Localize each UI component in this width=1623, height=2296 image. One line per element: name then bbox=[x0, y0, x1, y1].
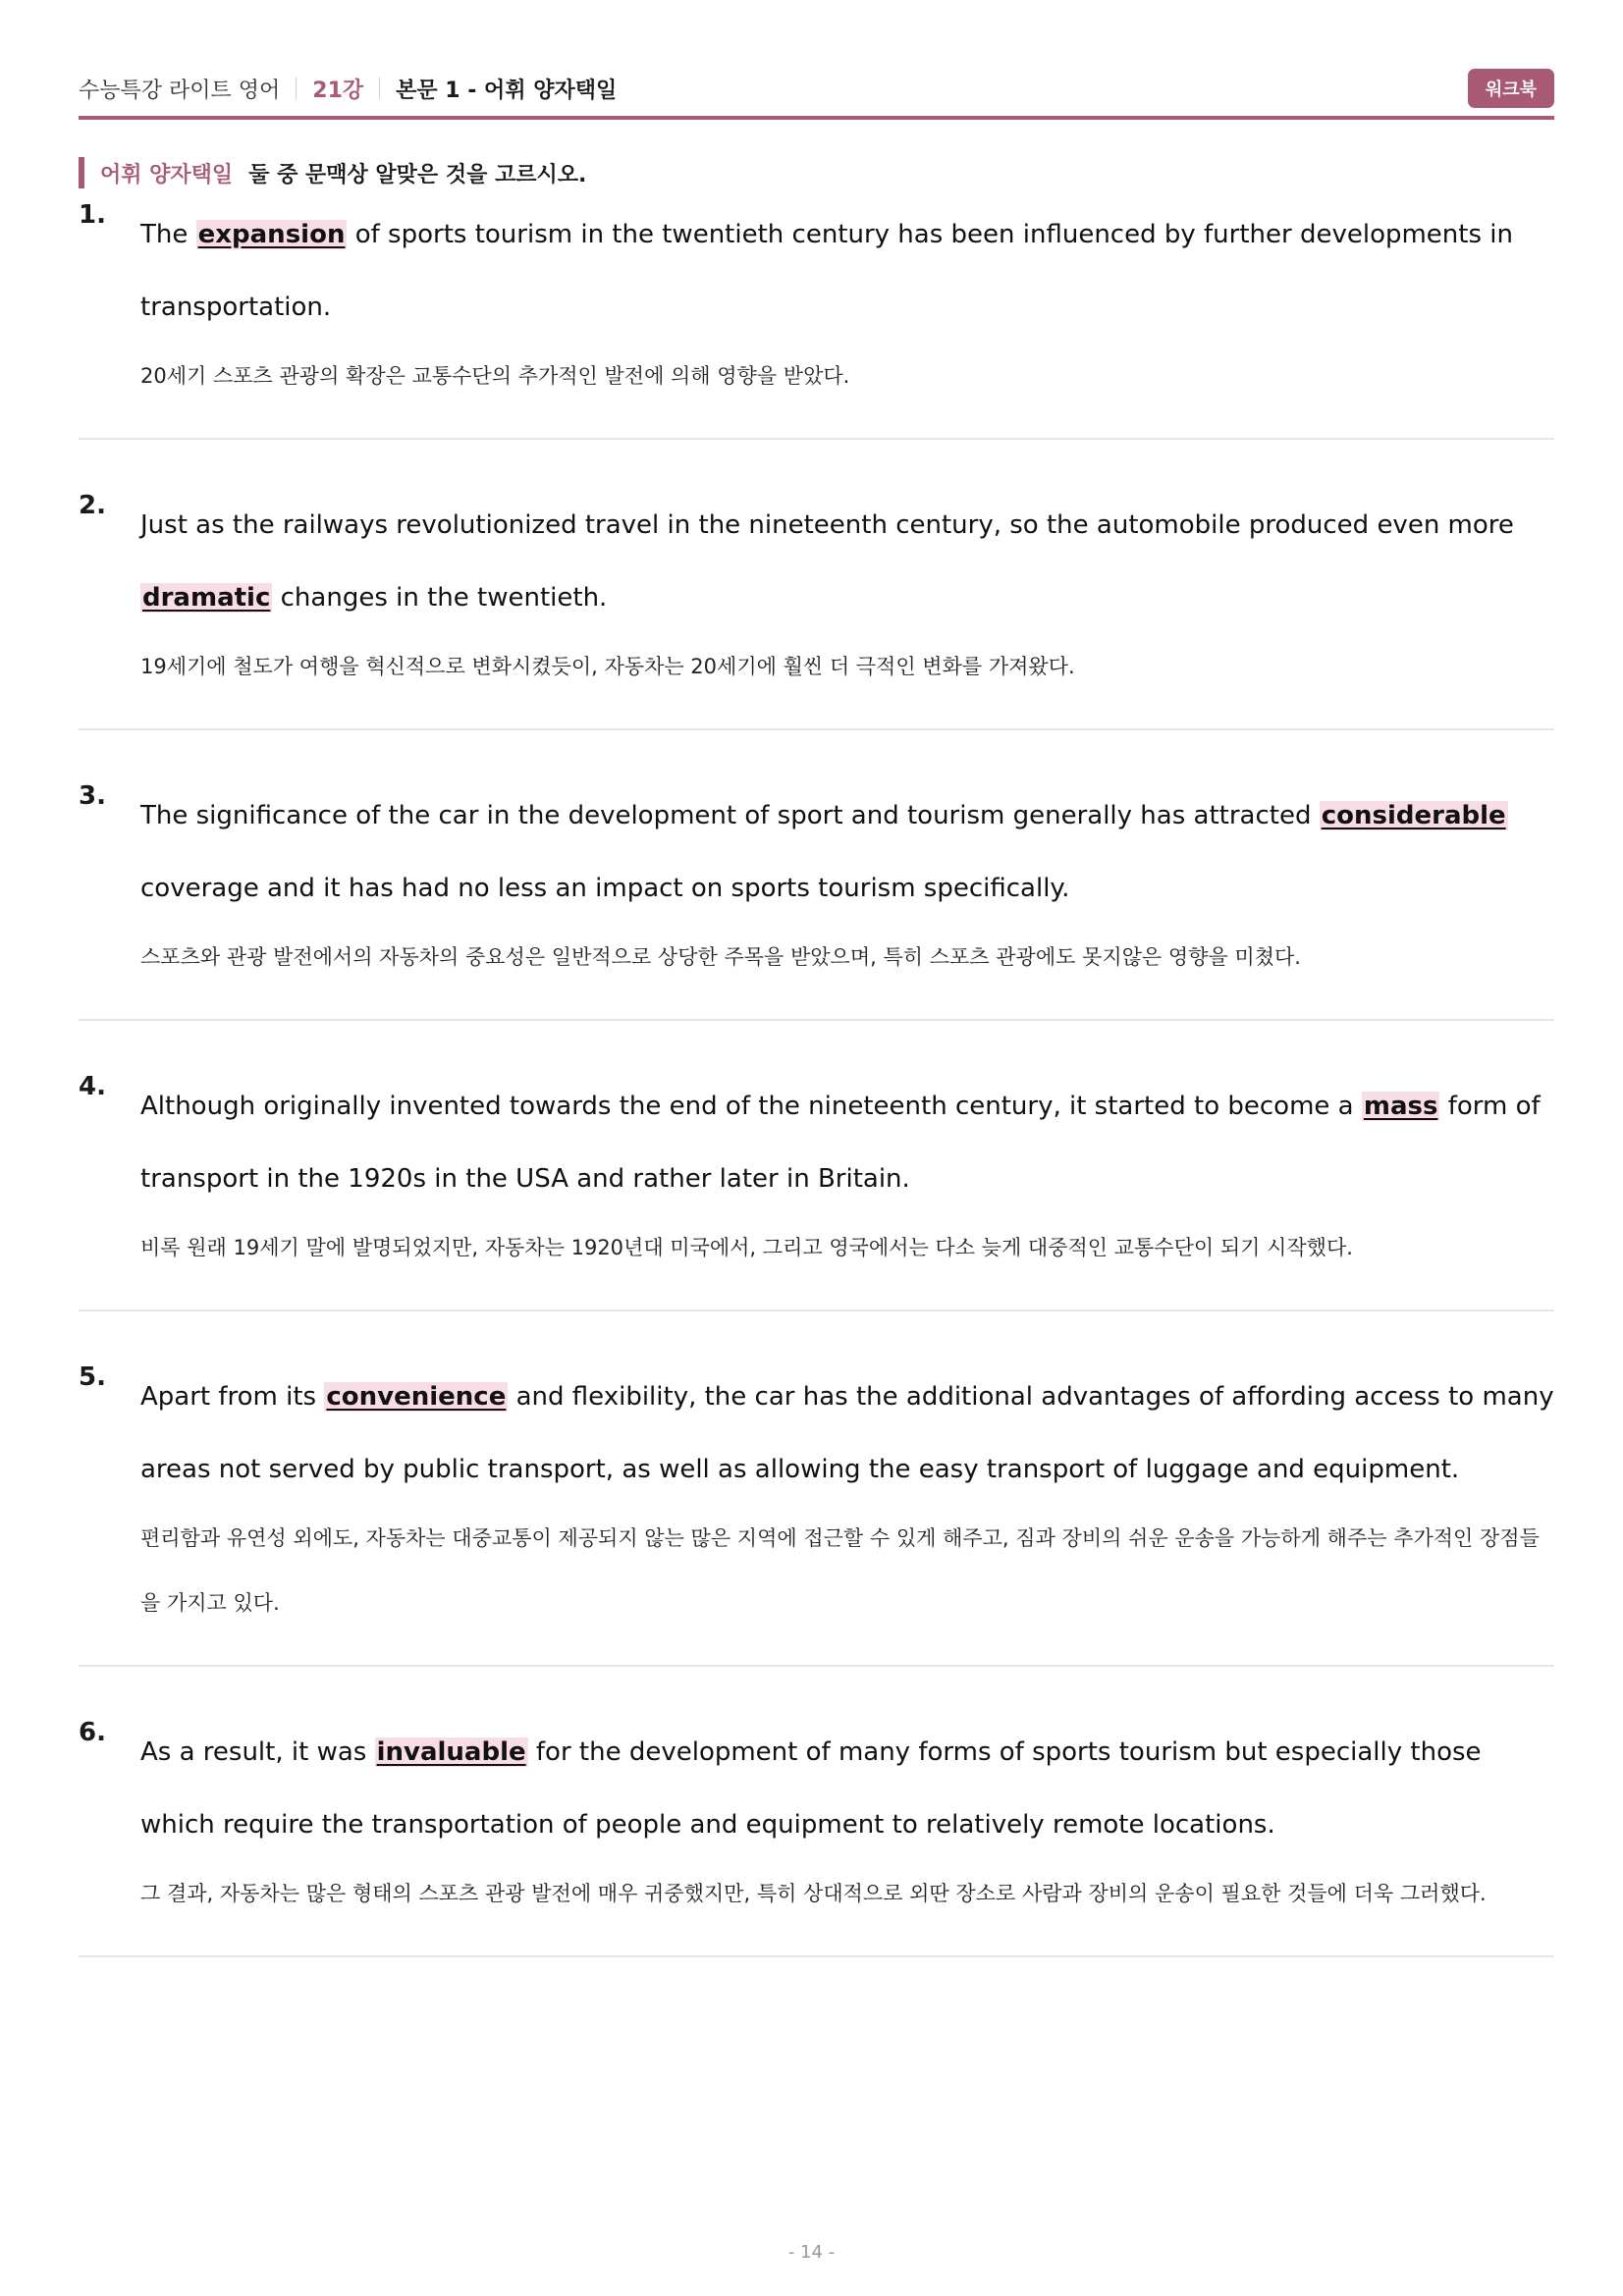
vocabulary-keyword[interactable]: expansion bbox=[197, 220, 346, 249]
workbook-badge: 워크북 bbox=[1468, 69, 1554, 108]
page-header bbox=[79, 61, 1554, 120]
korean-translation: 스포츠와 관광 발전에서의 자동차의 중요성은 일반적으로 상당한 주목을 받았으며, 특히 스포츠 관광에도 못지않은 영향을 미쳤다. bbox=[140, 945, 1301, 969]
sentence-after: and flexibility, the car has the additional advantages of affording access to many areas not served by public transport, as well as allowing the easy transport of luggage and equipment. bbox=[140, 1382, 1554, 1484]
sentence-after: of sports tourism in the twentieth century has been influenced by further developments in transportation. bbox=[140, 220, 1513, 322]
english-sentence bbox=[140, 198, 1554, 344]
sentence-after: form of transport in the 1920s in the USA and rather later in Britain. bbox=[140, 1092, 1541, 1194]
sentence-before: The significance of the car in the development of sport and tourism generally has attracted bbox=[140, 801, 1320, 830]
korean-translation: 그 결과, 자동차는 많은 형태의 스포츠 관광 발전에 매우 귀중했지만, 특히 상대적으로 외딴 장소로 사람과 장비의 운송이 필요한 것들에 더욱 그러했다. bbox=[140, 1882, 1487, 1905]
sentence-after: changes in the twentieth. bbox=[272, 583, 608, 613]
sentence-before: Just as the railways revolutionized travel in the nineteenth century, so the automobile produced even more bbox=[140, 510, 1514, 540]
sentence-before: The bbox=[140, 220, 196, 249]
english-sentence bbox=[140, 1070, 1554, 1215]
sentence-after: coverage and it has had no less an impact on sports tourism specifically. bbox=[140, 874, 1070, 903]
vocabulary-keyword[interactable]: considerable bbox=[1321, 801, 1506, 830]
question-item bbox=[79, 489, 1554, 730]
section-heading bbox=[79, 157, 586, 188]
question-number: 3. bbox=[79, 781, 106, 811]
page-number: - 14 - bbox=[787, 2242, 836, 2263]
question-item bbox=[79, 1716, 1554, 1957]
header-divider bbox=[296, 78, 297, 99]
question-number: 1. bbox=[79, 200, 106, 230]
question-item bbox=[79, 198, 1554, 440]
english-sentence bbox=[140, 1361, 1554, 1506]
question-item bbox=[79, 1361, 1554, 1667]
vocabulary-keyword[interactable]: convenience bbox=[326, 1382, 507, 1412]
english-sentence bbox=[140, 779, 1554, 925]
question-item bbox=[79, 1070, 1554, 1311]
question-list bbox=[79, 200, 1554, 2024]
sentence-before: Although originally invented towards the end of the nineteenth century, it started to become a bbox=[140, 1092, 1362, 1121]
sentence-before: As a result, it was bbox=[140, 1737, 375, 1767]
vocabulary-keyword[interactable]: invaluable bbox=[376, 1737, 526, 1767]
vocabulary-keyword[interactable]: dramatic bbox=[142, 583, 271, 613]
header-divider bbox=[379, 78, 380, 99]
lesson-topic: 본문 1 - 어휘 양자택일 bbox=[396, 78, 618, 103]
korean-translation: 비록 원래 19세기 말에 발명되었지만, 자동차는 1920년대 미국에서, 그리고 영국에서는 다소 늦게 대중적인 교통수단이 되기 시작했다. bbox=[140, 1236, 1353, 1259]
question-number: 4. bbox=[79, 1072, 106, 1101]
sentence-after: for the development of many forms of sports tourism but especially those which require the transportation of people and equipment to relatively remote locations. bbox=[140, 1737, 1482, 1840]
korean-translation: 20세기 스포츠 관광의 확장은 교통수단의 추가적인 발전에 의해 영향을 받았다. bbox=[140, 364, 850, 388]
lesson-number: 21강 bbox=[312, 78, 364, 103]
question-number: 2. bbox=[79, 491, 106, 520]
english-sentence bbox=[140, 1716, 1554, 1861]
book-title: 수능특강 라이트 영어 bbox=[79, 78, 281, 103]
question-number: 6. bbox=[79, 1718, 106, 1747]
section-instruction: 둘 중 문맥상 알맞은 것을 고르시오. bbox=[248, 162, 587, 187]
section-label: 어휘 양자택일 bbox=[100, 162, 234, 187]
korean-translation: 편리함과 유연성 외에도, 자동차는 대중교통이 제공되지 않는 많은 지역에 접근할 수 있게 해주고, 짐과 장비의 쉬운 운송을 가능하게 해주는 추가적인 장점들을 가지고 있다. bbox=[140, 1526, 1540, 1615]
english-sentence bbox=[140, 489, 1554, 634]
sentence-before: Apart from its bbox=[140, 1382, 325, 1412]
vocabulary-keyword[interactable]: mass bbox=[1363, 1092, 1438, 1121]
question-item bbox=[79, 779, 1554, 1021]
question-number: 5. bbox=[79, 1362, 106, 1392]
korean-translation: 19세기에 철도가 여행을 혁신적으로 변화시켰듯이, 자동차는 20세기에 훨씬 더 극적인 변화를 가져왔다. bbox=[140, 655, 1075, 678]
